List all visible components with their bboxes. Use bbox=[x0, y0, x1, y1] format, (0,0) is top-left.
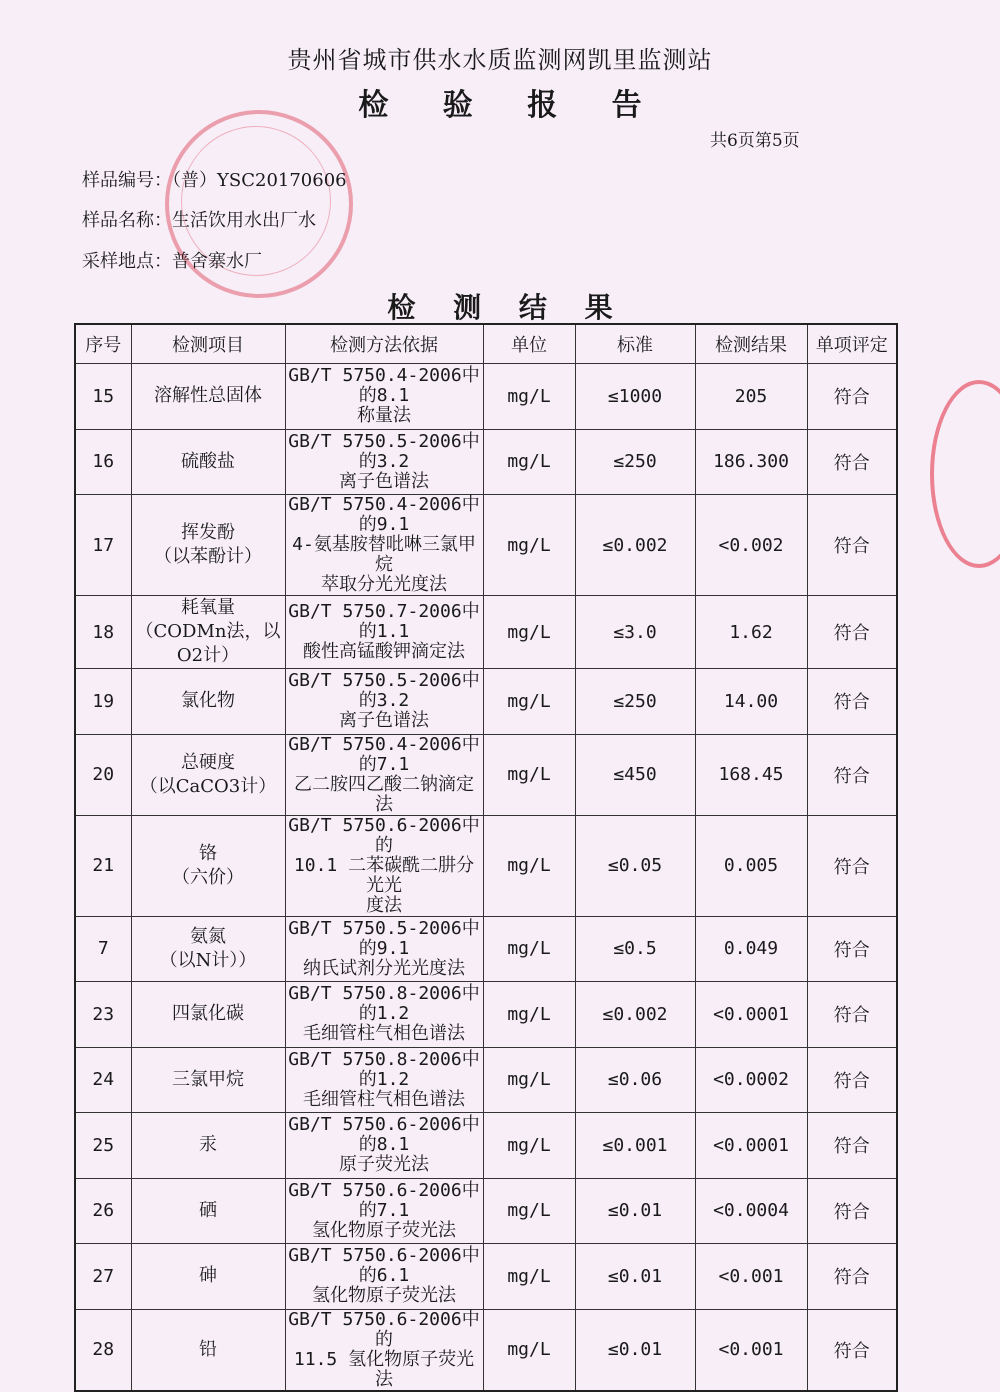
sample-location-line bbox=[82, 247, 262, 273]
method-line-1: GB/T 5750.5-2006中的9.1 bbox=[288, 917, 480, 959]
cell-no bbox=[75, 916, 131, 982]
cell-unit bbox=[483, 1309, 575, 1391]
cell-method bbox=[285, 495, 483, 596]
item-name: 氨氮 bbox=[190, 925, 226, 947]
cell-unit bbox=[483, 429, 575, 495]
table-row bbox=[75, 364, 897, 430]
cell-result bbox=[695, 815, 807, 916]
table-row bbox=[75, 429, 897, 495]
cell-item bbox=[131, 495, 285, 596]
row-no: 24 bbox=[92, 1069, 115, 1091]
cell-unit bbox=[483, 495, 575, 596]
unit: mg/L bbox=[507, 855, 551, 876]
item-name: 硒 bbox=[199, 1199, 217, 1221]
item-note: （以苯酚计） bbox=[154, 546, 262, 567]
table-row bbox=[75, 1244, 897, 1310]
cell-result bbox=[695, 669, 807, 735]
cell-standard bbox=[575, 364, 695, 430]
cell-eval bbox=[807, 1113, 897, 1179]
result: 168.45 bbox=[718, 764, 784, 785]
standard: ≤450 bbox=[613, 764, 657, 785]
method-line-1: GB/T 5750.6-2006中的 bbox=[288, 1308, 480, 1350]
standard: ≤0.001 bbox=[602, 1134, 668, 1156]
standard: ≤1000 bbox=[607, 385, 663, 407]
cell-unit bbox=[483, 1113, 575, 1179]
cell-result bbox=[695, 495, 807, 596]
table-row bbox=[75, 495, 897, 596]
cell-no bbox=[75, 669, 131, 735]
result: <0.0002 bbox=[713, 1069, 789, 1091]
cell-unit bbox=[483, 596, 575, 669]
method-line-1: GB/T 5750.5-2006中的3.2 bbox=[288, 670, 480, 712]
table-row bbox=[75, 734, 897, 815]
cell-eval bbox=[807, 982, 897, 1048]
cell-unit bbox=[483, 364, 575, 430]
cell-standard bbox=[575, 429, 695, 495]
cell-standard bbox=[575, 734, 695, 815]
cell-result bbox=[695, 1047, 807, 1113]
method-line-1: GB/T 5750.4-2006中的9.1 bbox=[288, 494, 480, 535]
cell-method bbox=[285, 429, 483, 495]
standard: ≤0.05 bbox=[607, 855, 663, 876]
item-name: 砷 bbox=[199, 1265, 217, 1287]
standard: ≤250 bbox=[613, 690, 657, 712]
cell-result bbox=[695, 596, 807, 669]
sample-id-line bbox=[82, 166, 347, 192]
result: <0.002 bbox=[718, 534, 784, 556]
row-no: 7 bbox=[97, 938, 109, 960]
row-no: 27 bbox=[92, 1265, 115, 1287]
row-no: 17 bbox=[92, 534, 115, 556]
unit: mg/L bbox=[507, 1003, 551, 1025]
table-header-row bbox=[75, 324, 897, 364]
table-row bbox=[75, 669, 897, 735]
cell-result bbox=[695, 1178, 807, 1244]
cell-standard bbox=[575, 1244, 695, 1310]
result: 0.049 bbox=[723, 938, 779, 960]
header-method: 检测方法依据 bbox=[285, 324, 483, 364]
evaluation: 符合 bbox=[833, 1070, 870, 1092]
method-line-1: GB/T 5750.8-2006中的1.2 bbox=[288, 983, 480, 1025]
cell-eval bbox=[807, 916, 897, 982]
unit: mg/L bbox=[507, 451, 551, 473]
cell-no bbox=[75, 982, 131, 1048]
table-row bbox=[75, 1113, 897, 1179]
method-line-1: GB/T 5750.5-2006中的3.2 bbox=[288, 430, 480, 472]
evaluation: 符合 bbox=[833, 856, 870, 878]
row-no: 23 bbox=[92, 1003, 115, 1025]
cell-result bbox=[695, 429, 807, 495]
item-name: 硫酸盐 bbox=[181, 450, 235, 472]
item-name: 三氯甲烷 bbox=[172, 1068, 244, 1090]
cell-unit bbox=[483, 815, 575, 916]
cell-standard bbox=[575, 596, 695, 669]
header-result: 检测结果 bbox=[695, 324, 807, 364]
cell-unit bbox=[483, 982, 575, 1048]
standard: ≤0.002 bbox=[602, 534, 668, 556]
standard: ≤250 bbox=[613, 451, 657, 473]
evaluation: 符合 bbox=[833, 1005, 870, 1027]
sample-id-value: （普）YSC20170606 bbox=[172, 170, 347, 191]
evaluation: 符合 bbox=[833, 1136, 870, 1158]
sample-name-label: 样品名称： bbox=[82, 210, 172, 231]
cell-standard bbox=[575, 669, 695, 735]
cell-eval bbox=[807, 815, 897, 916]
method-line-2: 酸性高锰酸钾滴定法 bbox=[303, 641, 465, 662]
cell-eval bbox=[807, 734, 897, 815]
result: <0.0004 bbox=[713, 1200, 789, 1222]
cell-item bbox=[131, 1244, 285, 1310]
method-line-3: 度法 bbox=[366, 894, 402, 916]
result: 1.62 bbox=[729, 621, 773, 643]
method-line-2: 毛细管柱气相色谱法 bbox=[303, 1088, 465, 1110]
cell-no bbox=[75, 734, 131, 815]
evaluation: 符合 bbox=[833, 1201, 870, 1223]
evaluation: 符合 bbox=[833, 1340, 870, 1362]
unit: mg/L bbox=[507, 1069, 551, 1091]
item-name: 挥发酚 bbox=[181, 522, 235, 543]
cell-item bbox=[131, 982, 285, 1048]
method-line-1: GB/T 5750.6-2006中的7.1 bbox=[288, 1179, 480, 1221]
method-line-1: GB/T 5750.6-2006中的8.1 bbox=[288, 1114, 480, 1156]
method-line-2: 称量法 bbox=[357, 405, 411, 427]
table-row bbox=[75, 596, 897, 669]
cell-no bbox=[75, 1244, 131, 1310]
item-name: 氯化物 bbox=[181, 690, 235, 712]
method-line-1: GB/T 5750.7-2006中的1.1 bbox=[288, 601, 480, 642]
unit: mg/L bbox=[507, 1265, 551, 1287]
row-no: 15 bbox=[92, 385, 115, 407]
sample-location-label: 采样地点： bbox=[82, 251, 172, 272]
cell-item bbox=[131, 1113, 285, 1179]
evaluation: 符合 bbox=[833, 536, 870, 557]
table-row bbox=[75, 815, 897, 916]
cell-unit bbox=[483, 1178, 575, 1244]
cell-item bbox=[131, 429, 285, 495]
standard: ≤0.01 bbox=[607, 1265, 663, 1287]
header-unit: 单位 bbox=[483, 324, 575, 364]
cell-item bbox=[131, 734, 285, 815]
cell-eval bbox=[807, 429, 897, 495]
cell-standard bbox=[575, 815, 695, 916]
standard: ≤0.01 bbox=[607, 1200, 663, 1222]
table-row bbox=[75, 1178, 897, 1244]
evaluation: 符合 bbox=[833, 387, 870, 409]
header-eval: 单项评定 bbox=[807, 324, 897, 364]
standard: ≤3.0 bbox=[613, 621, 657, 643]
cell-eval bbox=[807, 364, 897, 430]
method-line-2: 4-氨基胺替吡啉三氯甲烷 bbox=[292, 534, 476, 575]
standard: ≤0.06 bbox=[607, 1069, 663, 1091]
cell-no bbox=[75, 1178, 131, 1244]
unit: mg/L bbox=[507, 534, 551, 556]
cell-eval bbox=[807, 1309, 897, 1391]
header-item: 检测项目 bbox=[131, 324, 285, 364]
page-info: 共6页第5页 bbox=[710, 131, 800, 151]
method-line-1: GB/T 5750.6-2006中的6.1 bbox=[288, 1245, 480, 1287]
standard: ≤0.5 bbox=[613, 938, 657, 960]
method-line-2: 氢化物原子荧光法 bbox=[312, 1285, 456, 1307]
cell-method bbox=[285, 982, 483, 1048]
cell-method bbox=[285, 669, 483, 735]
cell-item bbox=[131, 815, 285, 916]
row-no: 20 bbox=[92, 764, 115, 785]
cell-result bbox=[695, 916, 807, 982]
method-line-2: 原子荧光法 bbox=[339, 1154, 429, 1176]
sample-location-value: 普舍寨水厂 bbox=[172, 251, 262, 272]
result: 205 bbox=[734, 385, 768, 407]
method-line-2: 乙二胺四乙酸二钠滴定法 bbox=[294, 773, 474, 815]
cell-no bbox=[75, 596, 131, 669]
item-name: 铅 bbox=[199, 1338, 217, 1360]
cell-no bbox=[75, 429, 131, 495]
unit: mg/L bbox=[507, 938, 551, 960]
cell-unit bbox=[483, 1047, 575, 1113]
cell-eval bbox=[807, 495, 897, 596]
result: <0.001 bbox=[718, 1265, 784, 1287]
result: <0.0001 bbox=[713, 1134, 789, 1156]
cell-standard bbox=[575, 1309, 695, 1391]
method-line-3: 萃取分光光度法 bbox=[321, 574, 447, 595]
edge-seal-stamp bbox=[930, 380, 1000, 568]
cell-item bbox=[131, 669, 285, 735]
evaluation: 符合 bbox=[833, 1267, 870, 1289]
cell-method bbox=[285, 1244, 483, 1310]
result: 0.005 bbox=[723, 855, 779, 876]
cell-result bbox=[695, 364, 807, 430]
result: 186.300 bbox=[713, 451, 789, 473]
cell-standard bbox=[575, 982, 695, 1048]
method-line-1: GB/T 5750.6-2006中的 bbox=[288, 814, 480, 856]
cell-eval bbox=[807, 1244, 897, 1310]
item-name: 四氯化碳 bbox=[172, 1003, 244, 1025]
cell-result bbox=[695, 734, 807, 815]
cell-method bbox=[285, 815, 483, 916]
item-name: 铬 bbox=[199, 842, 217, 864]
cell-method bbox=[285, 364, 483, 430]
row-no: 26 bbox=[92, 1200, 115, 1222]
table-row bbox=[75, 982, 897, 1048]
sample-name-line bbox=[82, 206, 316, 232]
item-note: （CODMn法，以O2计） bbox=[135, 621, 281, 666]
cell-standard bbox=[575, 495, 695, 596]
evaluation: 符合 bbox=[833, 939, 870, 961]
cell-no bbox=[75, 364, 131, 430]
unit: mg/L bbox=[507, 764, 551, 785]
cell-method bbox=[285, 1047, 483, 1113]
row-no: 18 bbox=[92, 621, 115, 643]
cell-item bbox=[131, 1309, 285, 1391]
cell-result bbox=[695, 982, 807, 1048]
header-no: 序号 bbox=[75, 324, 131, 364]
cell-item bbox=[131, 1047, 285, 1113]
cell-standard bbox=[575, 1178, 695, 1244]
header-standard: 标准 bbox=[575, 324, 695, 364]
item-name: 总硬度 bbox=[181, 751, 235, 773]
item-note: （以N计）） bbox=[159, 949, 257, 971]
cell-item bbox=[131, 1178, 285, 1244]
row-no: 28 bbox=[92, 1339, 115, 1360]
cell-item bbox=[131, 364, 285, 430]
item-name: 耗氧量 bbox=[181, 597, 235, 618]
organization-title: 贵州省城市供水水质监测网凯里监测站 bbox=[287, 46, 713, 74]
method-line-2: 11.5 氢化物原子荧光法 bbox=[293, 1348, 475, 1390]
method-line-2: 纳氏试剂分光光度法 bbox=[303, 957, 465, 979]
cell-standard bbox=[575, 916, 695, 982]
cell-standard bbox=[575, 1047, 695, 1113]
unit: mg/L bbox=[507, 1339, 551, 1360]
method-line-1: GB/T 5750.4-2006中的7.1 bbox=[288, 733, 480, 775]
cell-method bbox=[285, 596, 483, 669]
standard: ≤0.002 bbox=[602, 1003, 668, 1025]
results-table bbox=[74, 323, 898, 1392]
evaluation: 符合 bbox=[833, 452, 870, 474]
table-row bbox=[75, 1047, 897, 1113]
result: <0.0001 bbox=[713, 1003, 789, 1025]
method-line-1: GB/T 5750.4-2006中的8.1 bbox=[288, 365, 480, 407]
method-line-2: 离子色谱法 bbox=[339, 710, 429, 732]
cell-item bbox=[131, 596, 285, 669]
item-note: （六价） bbox=[172, 866, 244, 888]
cell-method bbox=[285, 734, 483, 815]
cell-method bbox=[285, 916, 483, 982]
cell-unit bbox=[483, 916, 575, 982]
result: 14.00 bbox=[723, 690, 779, 712]
table-row bbox=[75, 916, 897, 982]
report-title: 检 验 报 告 bbox=[358, 88, 664, 123]
cell-item bbox=[131, 916, 285, 982]
row-no: 25 bbox=[92, 1134, 115, 1156]
cell-no bbox=[75, 1113, 131, 1179]
cell-method bbox=[285, 1309, 483, 1391]
evaluation: 符合 bbox=[833, 765, 870, 787]
row-no: 19 bbox=[92, 690, 115, 712]
row-no: 16 bbox=[92, 451, 115, 473]
cell-eval bbox=[807, 669, 897, 735]
cell-result bbox=[695, 1113, 807, 1179]
item-note: （以CaCO3计） bbox=[139, 775, 277, 797]
item-name: 汞 bbox=[199, 1134, 217, 1156]
method-line-2: 10.1 二苯碳酰二肼分光光 bbox=[293, 854, 475, 896]
cell-unit bbox=[483, 669, 575, 735]
cell-standard bbox=[575, 1113, 695, 1179]
sample-name-value: 生活饮用水出厂水 bbox=[172, 210, 316, 231]
cell-eval bbox=[807, 1178, 897, 1244]
cell-no bbox=[75, 1047, 131, 1113]
unit: mg/L bbox=[507, 385, 551, 407]
cell-unit bbox=[483, 734, 575, 815]
unit: mg/L bbox=[507, 621, 551, 643]
section-title: 检 测 结 果 bbox=[387, 291, 627, 324]
method-line-1: GB/T 5750.8-2006中的1.2 bbox=[288, 1048, 480, 1090]
method-line-2: 毛细管柱气相色谱法 bbox=[303, 1023, 465, 1045]
cell-no bbox=[75, 815, 131, 916]
sample-id-label: 样品编号： bbox=[82, 170, 172, 191]
evaluation: 符合 bbox=[833, 692, 870, 714]
cell-unit bbox=[483, 1244, 575, 1310]
cell-method bbox=[285, 1113, 483, 1179]
result: <0.001 bbox=[718, 1339, 784, 1360]
method-line-2: 离子色谱法 bbox=[339, 470, 429, 492]
cell-eval bbox=[807, 1047, 897, 1113]
method-line-2: 氢化物原子荧光法 bbox=[312, 1219, 456, 1241]
standard: ≤0.01 bbox=[607, 1339, 663, 1360]
cell-no bbox=[75, 1309, 131, 1391]
row-no: 21 bbox=[92, 855, 115, 876]
unit: mg/L bbox=[507, 1134, 551, 1156]
table-row bbox=[75, 1309, 897, 1391]
item-name: 溶解性总固体 bbox=[154, 385, 262, 407]
unit: mg/L bbox=[507, 690, 551, 712]
cell-eval bbox=[807, 596, 897, 669]
cell-result bbox=[695, 1309, 807, 1391]
evaluation: 符合 bbox=[833, 623, 870, 644]
cell-result bbox=[695, 1244, 807, 1310]
cell-method bbox=[285, 1178, 483, 1244]
cell-no bbox=[75, 495, 131, 596]
unit: mg/L bbox=[507, 1200, 551, 1222]
